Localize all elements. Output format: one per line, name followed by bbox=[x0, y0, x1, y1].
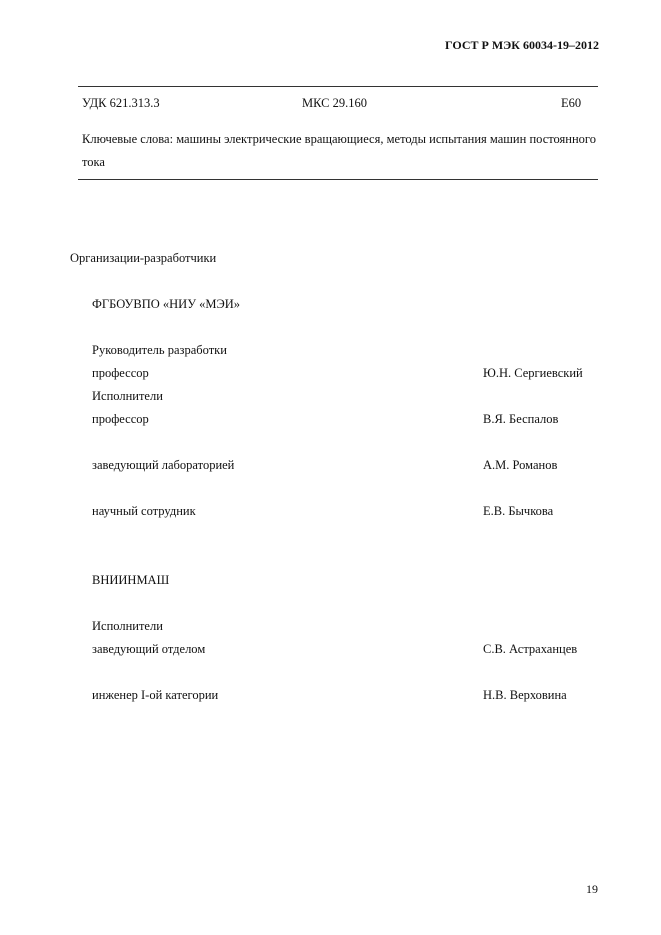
executor-person: Е.В. Бычкова bbox=[483, 504, 554, 518]
executor-title: заведующий лабораторией bbox=[92, 458, 235, 472]
executor-title: заведующий отделом bbox=[92, 642, 206, 656]
mks-code: МКС 29.160 bbox=[302, 96, 367, 110]
udc-code: УДК 621.313.3 bbox=[82, 96, 160, 110]
executor-title: научный сотрудник bbox=[92, 504, 196, 518]
org1-name: ФГБОУВПО «НИУ «МЭИ» bbox=[92, 297, 241, 311]
document-code-header: ГОСТ Р МЭК 60034-19–2012 bbox=[445, 38, 599, 52]
executor-title: профессор bbox=[92, 412, 149, 426]
developers-heading: Организации-разработчики bbox=[70, 251, 217, 265]
executor-title: инженер I-ой категории bbox=[92, 688, 219, 702]
page-number: 19 bbox=[586, 882, 598, 896]
executor-person: А.М. Романов bbox=[483, 458, 558, 472]
org2-executors-label: Исполнители bbox=[92, 619, 163, 633]
org2-name: ВНИИНМАШ bbox=[92, 573, 170, 587]
lead-title: профессор bbox=[92, 366, 149, 380]
bottom-divider bbox=[78, 179, 598, 180]
classification-code: Е60 bbox=[561, 96, 582, 110]
lead-role: Руководитель разработки bbox=[92, 343, 227, 357]
lead-person: Ю.Н. Сергиевский bbox=[483, 366, 583, 380]
keywords-text: Ключевые слова: машины электрические вращающиеся, методы испытания машин постоянного тока bbox=[82, 132, 596, 169]
executor-person: Н.В. Верховина bbox=[483, 688, 567, 702]
org1-executors-label: Исполнители bbox=[92, 389, 163, 403]
executor-person: С.В. Астраханцев bbox=[483, 642, 578, 656]
executor-person: В.Я. Беспалов bbox=[483, 412, 559, 426]
top-divider bbox=[78, 86, 598, 87]
